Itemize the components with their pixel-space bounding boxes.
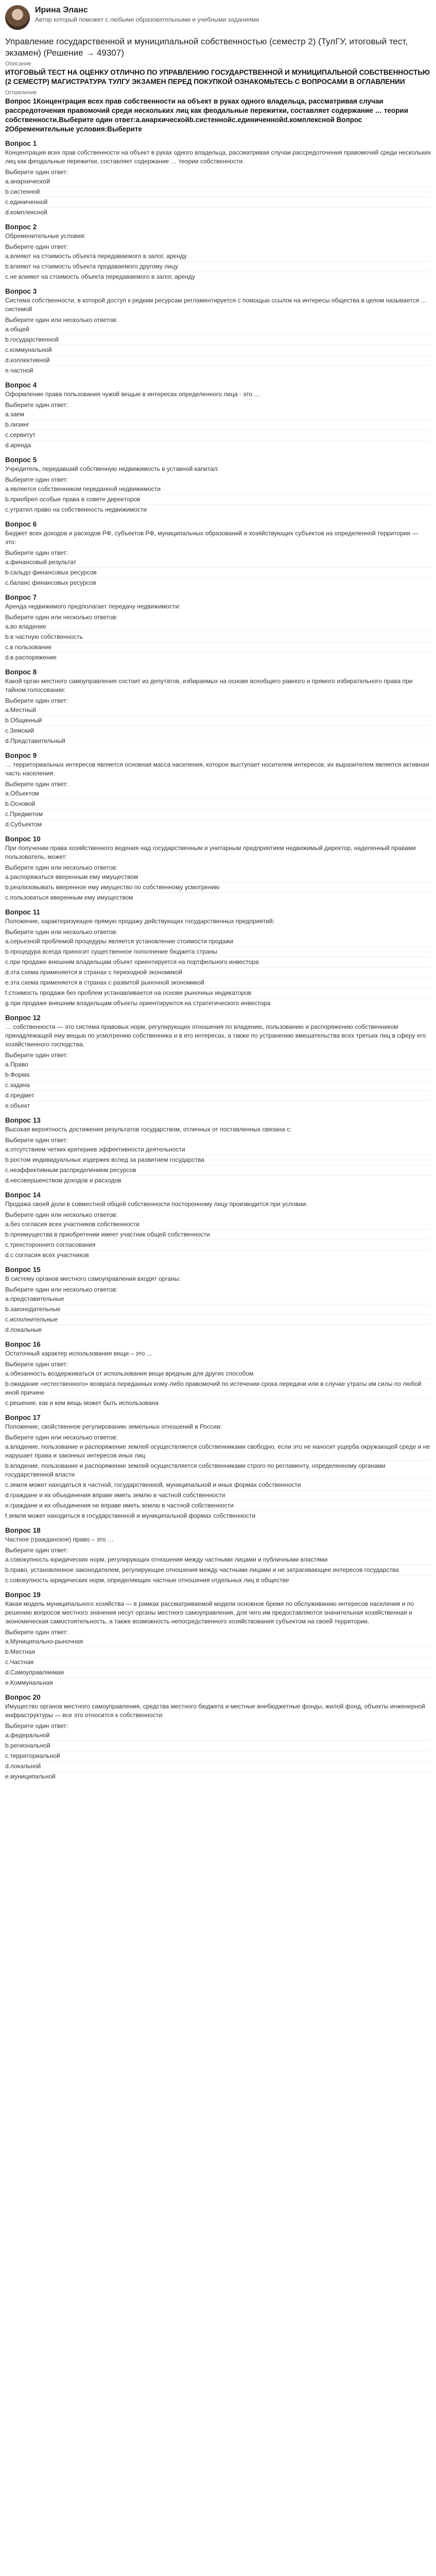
answer-option: c.Земский	[5, 726, 431, 736]
question-text: Положение, характеризующее прямую продажу действующих государственных предприятий:	[5, 918, 275, 925]
answer-option: c.совокупность юридических норм, определяющих частные отношения отдельных лиц в обществе	[5, 1577, 289, 1584]
question-title: Вопрос 18	[5, 1527, 41, 1534]
question-block	[5, 455, 431, 515]
answer-option: a.обязанность воздерживаться от использования вещи вредным для других способом	[5, 1369, 431, 1379]
question-text: Частное (гражданское) право – это …	[5, 1536, 114, 1543]
question-block	[5, 1265, 431, 1335]
document-title: Управление государственной и муниципальной собственностью (семестр 2) (ТулГУ, итоговый тест, экзамен) (Решение → 49307)	[5, 37, 408, 58]
question-title: Вопрос 9	[5, 752, 37, 759]
answer-option: b.процедура всегда приносит существенное пополнение бюджета страны	[5, 947, 431, 957]
answer-option: a.отсутствием четких критериев эффективности деятельности	[5, 1145, 431, 1155]
answer-option: c.утратил право на собственность недвижимости	[5, 506, 147, 513]
question-title: Вопрос 11	[5, 908, 40, 916]
question-text: Учредитель, передавший собственную недвижимость в уставной капитал:	[5, 465, 219, 472]
answer-option: b.преимущества в приобретении имеет участник общей собственности	[5, 1230, 431, 1240]
author-info	[35, 5, 259, 24]
answer-options	[5, 1219, 431, 1260]
question-block	[5, 223, 431, 282]
answer-option: b.ростом индивидуальных издержек вслед за развитием государства	[5, 1155, 431, 1165]
question-text: Бюджет всех доходов и расходов РФ, субъектов РФ, муниципальных образований и хозяйствующих субъектов на определенной территории — это:	[5, 530, 418, 546]
answer-option: c.Частная	[5, 1657, 431, 1668]
question-hint: Выберите один ответ:	[5, 549, 68, 556]
question-title: Вопрос 3	[5, 287, 37, 295]
answer-option: a.во владение	[5, 622, 431, 632]
question-text: Высокая вероятность достижения результатов государством, отличных от поставленных связана с:	[5, 1126, 292, 1133]
answer-options	[5, 872, 431, 903]
question-block	[5, 668, 431, 746]
answer-option: a.Местный	[5, 705, 431, 716]
answer-option: d.несовершенством доходов и расходов	[5, 1177, 121, 1184]
answer-option: b.сальдо финансовых ресурсов	[5, 568, 431, 578]
answer-option: b.владение, пользование и распоряжение землей осуществляется собственниками строго по регламенту, определенному органами государственной власти	[5, 1461, 431, 1480]
answer-option: b.ожидание «естественного» возврата переданных кому-либо правомочий по истечении срока передачи или в случае утраты им силы по любой иной причине	[5, 1379, 431, 1398]
answer-option: b.региональной	[5, 1741, 431, 1751]
answer-option: g.при продаже внешним владельцам объекты ориентируются на стратегического инвестора	[5, 999, 271, 1007]
answer-option: a.серьезной проблемой процедуры является установление стоимости продажи	[5, 937, 431, 947]
answer-option: d.с согласия всех участников	[5, 1251, 89, 1259]
question-title: Вопрос 19	[5, 1591, 41, 1599]
question-text: Продажа своей доли в совместной общей собственности посторонному лицу производится при условии:	[5, 1200, 308, 1208]
answer-option: a.представительные	[5, 1294, 431, 1304]
answer-option: d.Субъектом	[5, 821, 42, 828]
answer-option: b.Форма	[5, 1070, 431, 1080]
answer-option: a.совокупность юридических норм, регулирующих отношения между частными лицами и публичными властями	[5, 1555, 431, 1565]
answer-option: d.в распоряжение	[5, 654, 57, 661]
question-block	[5, 287, 431, 376]
answer-options	[5, 789, 431, 829]
question-text: … собственности — это система правовых норм, регулирующих отношения по владению, пользованию и распоряжению собственником принадлежащей ему вещью по усмотрению собственника и в его интересах, а также по устранению вмешательства всех третьих лиц в сферу его хозяйственного господства.	[5, 1023, 426, 1048]
answer-option: e.Коммунальная	[5, 1679, 53, 1686]
question-block	[5, 1590, 431, 1688]
answer-option: c.решение, как и кем вещь может быть использована	[5, 1399, 159, 1406]
question-hint: Выберите один ответ:	[5, 401, 68, 409]
question-hint: Выберите один или несколько ответов:	[5, 864, 118, 871]
answer-option: c.неэффективным распределением ресурсов	[5, 1165, 431, 1176]
answer-options	[5, 1369, 431, 1408]
answer-option: d.локальной	[5, 1761, 431, 1772]
question-block	[5, 1116, 431, 1185]
answer-option: c.единиченной	[5, 197, 431, 208]
question-title: Вопрос 16	[5, 1341, 41, 1348]
answer-options	[5, 557, 431, 588]
answer-option: d.комплексной	[5, 209, 47, 216]
question-hint: Выберите один ответ:	[5, 1361, 68, 1368]
question-title: Вопрос 15	[5, 1266, 41, 1274]
question-text: Оформление права пользования чужой вещью в интересах определенного лица - это …	[5, 391, 260, 398]
question-text: Положение, свойственное регулированию земельных отношений в России:	[5, 1423, 222, 1430]
question-block	[5, 1191, 431, 1260]
question-hint: Выберите один или несколько ответов:	[5, 1211, 118, 1218]
answer-option: d.аренда	[5, 442, 31, 449]
question-text: Концентрация всех прав собственности на объект в руках одного владельца, рассматривая случаи рассредоточения правомочий среди нескольких лиц как феодальные пережитки, составляет содержание … теории собственности.	[5, 149, 431, 165]
answer-option: d.локальные	[5, 1326, 42, 1333]
question-block	[5, 1526, 431, 1585]
answer-option: b.систенной	[5, 187, 431, 197]
question-hint: Выберите один ответ:	[5, 697, 68, 704]
answer-option: c.территориальной	[5, 1751, 431, 1761]
answer-option: b.государственной	[5, 335, 431, 345]
answer-option: e.частной	[5, 367, 33, 374]
question-title: Вопрос 1	[5, 140, 37, 147]
answer-options	[5, 484, 431, 515]
question-hint: Выберите один или несколько ответов:	[5, 1434, 118, 1441]
question-title: Вопрос 2	[5, 223, 37, 231]
answer-options	[5, 1442, 431, 1521]
answer-option: c.Предметом	[5, 809, 431, 820]
answer-options	[5, 251, 431, 282]
question-hint: Выберите один или несколько ответов:	[5, 928, 118, 936]
answer-option: d.граждане и их объединения вправе иметь землю в частной собственности	[5, 1490, 431, 1501]
answer-option: b.право, установленное законодателем, регулирующее отношения между частными лицами и не затрагивающее интересов государства	[5, 1565, 431, 1575]
answer-option: c.пользоваться вверенным ему имуществом	[5, 894, 133, 901]
answer-options	[5, 177, 431, 217]
answer-option: c.трехстороннего согласования	[5, 1240, 431, 1250]
author-block	[5, 0, 431, 36]
answer-option: a.заем	[5, 410, 431, 420]
question-text: Система собственности, в которой доступ к редким ресурсам регламентируется с помощью ссылок на интересы общества в целом называется … системой	[5, 297, 427, 313]
answer-option: a.федеральной	[5, 1731, 431, 1741]
question-block	[5, 1013, 431, 1111]
answer-options	[5, 1294, 431, 1335]
answer-option: d.Самоуправляемая	[5, 1668, 431, 1678]
question-text: Какая модель муниципального хозяйства — в рамках рассматриваемой модели основное бремя по обслуживанию интересов населения и по решению вопросов местного значения несут органы местного самоуправления, для чего им предоставляются значительная хозяйственная и экономическая самостоятельность, а также возможность непосредственного хозяйствования субъектом на своей территории.	[5, 1600, 414, 1625]
question-text: Обременительные условия:	[5, 232, 86, 240]
question-title: Вопрос 4	[5, 381, 37, 389]
answer-option: b.Основой	[5, 799, 431, 809]
question-block	[5, 1693, 431, 1782]
question-hint: Выберите один ответ:	[5, 1722, 68, 1730]
answer-options	[5, 1555, 431, 1585]
answer-option: c.коммунальной	[5, 345, 431, 355]
answer-options	[5, 410, 431, 450]
answer-option: b.влияют на стоимость объекта продаваемого другому лицу	[5, 262, 431, 272]
answer-option: c.баланс финансовых ресурсов	[5, 579, 96, 586]
author-avatar[interactable]	[5, 5, 30, 30]
question-title: Вопрос 10	[5, 835, 41, 843]
answer-option: d.Представительный	[5, 737, 65, 744]
question-hint: Выберите один или несколько ответов:	[5, 614, 118, 621]
answer-option: c.сервитут	[5, 430, 431, 440]
question-text: … территориальных интересов является основная масса населения, которое выступает носителем интересов, их выразителем является активная часть населения:	[5, 761, 429, 777]
answer-option: b.приобрел особые права в совете директоров	[5, 495, 431, 505]
answer-option: e.муниципальной	[5, 1773, 56, 1780]
answer-option: a.общей	[5, 325, 431, 335]
question-title: Вопрос 7	[5, 594, 37, 601]
answer-option: a.финансовый результат	[5, 557, 431, 568]
question-title: Вопрос 14	[5, 1191, 41, 1199]
description-label: Описание	[5, 61, 31, 67]
question-title: Вопрос 12	[5, 1014, 41, 1022]
answer-option: a.владение, пользование и распоряжение землей осуществляется собственниками свободно, если это не наносит ущерба окружающей среде и не нарушает права и законных интересов иных лиц	[5, 1442, 431, 1461]
question-block	[5, 908, 431, 1008]
question-hint: Выберите один или несколько ответов:	[5, 1286, 118, 1293]
answer-option: b.лизинг	[5, 420, 431, 430]
question-hint: Выберите один ответ:	[5, 476, 68, 483]
answer-option: a.Объектом	[5, 789, 431, 799]
questions-list	[5, 139, 431, 1782]
answer-option: f.стоимость продажи без проблем устанавливается на основе рыночных индикаторов	[5, 988, 431, 998]
question-text: Имущество органов местного самоуправления, средства местного бюджета и местные внебюджетные фонды, жилой фонд, объекты инженерной инфраструктуры — все это относится к собственности:	[5, 1703, 425, 1719]
answer-option: f.земля может находиться в государственной и муниципальной формах собственности	[5, 1512, 256, 1519]
answer-option: a.распоряжаться вверенным ему имуществом	[5, 872, 431, 883]
question-block	[5, 835, 431, 903]
answer-option: c.задача	[5, 1080, 431, 1091]
answer-option: b.реализовывать вверенное ему имущество по собственному усмотрению	[5, 883, 431, 893]
answer-option: e.граждане и их объединения не вправе иметь землю в частной собственности	[5, 1501, 431, 1511]
answer-option: c.исполнительные	[5, 1315, 431, 1325]
question-title: Вопрос 5	[5, 456, 37, 464]
answer-option: e.эта схема применяется в странах с развитой рыночной экономикой	[5, 978, 431, 988]
answer-option: b.Местная	[5, 1647, 431, 1657]
question-title: Вопрос 13	[5, 1116, 41, 1124]
answer-option: a.является собственником переданной недвижимости	[5, 484, 431, 495]
answer-options	[5, 1145, 431, 1185]
question-block	[5, 1413, 431, 1521]
answer-options	[5, 1637, 431, 1688]
question-title: Вопрос 6	[5, 520, 37, 528]
question-text: Остаточный характер использования вещи – это …	[5, 1350, 153, 1357]
author-name[interactable]: Ирина Эланс	[35, 6, 88, 14]
answer-options	[5, 1731, 431, 1782]
answer-options	[5, 937, 431, 1008]
answer-option: c.в пользование	[5, 642, 431, 653]
question-title: Вопрос 20	[5, 1693, 41, 1701]
question-block	[5, 593, 431, 663]
answer-options	[5, 705, 431, 746]
answer-options	[5, 622, 431, 663]
answer-option: d.коллективной	[5, 355, 431, 366]
question-hint: Выберите один или несколько ответов:	[5, 316, 118, 324]
answer-options	[5, 325, 431, 376]
question-text: Аренда недвижимого предполагает передачу недвижимости:	[5, 603, 181, 610]
answer-option: d.предмет	[5, 1091, 431, 1101]
question-hint: Выберите один ответ:	[5, 1052, 68, 1059]
question-hint: Выберите один ответ:	[5, 1629, 68, 1636]
question-text: В систему органов местного самоуправления входят органы:	[5, 1275, 181, 1282]
answer-option: b.Общинный	[5, 716, 431, 726]
question-title: Вопрос 17	[5, 1414, 41, 1421]
question-block	[5, 381, 431, 450]
question-block	[5, 751, 431, 829]
question-hint: Выберите один ответ:	[5, 781, 68, 788]
question-hint: Выберите один ответ:	[5, 168, 68, 176]
answer-option: e.объект	[5, 1102, 30, 1109]
answer-option: a.анархической	[5, 177, 431, 187]
answer-options	[5, 1060, 431, 1111]
question-text: Какой орган местного самоуправления состоит из депутатов, избираемых на основе всеобщего равного и прямого избирательного права при тайном голосовании:	[5, 677, 413, 693]
answer-option: c.земля может находиться в частной, государственной, муниципальной и иных формах собственности	[5, 1480, 431, 1490]
document-heading: ИТОГОВЫЙ ТЕСТ НА ОЦЕНКУ ОТЛИЧНО ПО УПРАВЛЕНИЮ ГОСУДАРСТВЕННОЙ И МУНИЦИПАЛЬНОЙ СОБСТВЕННОСТЬЮ (2 СЕМЕСТР) МАГИСТРАТУРА ТУЛГУ ЭКЗАМЕН ПЕРЕД ПОКУПКОЙ ОЗНАКОМЬТЕСЬ С ВОПРОСАМИ В ОГЛАВЛЕНИИ	[5, 69, 430, 86]
author-description: Автор который поможет с любыми образовательными и учебными заданиями	[35, 16, 259, 23]
question-title: Вопрос 8	[5, 668, 37, 676]
answer-option: a.влияют на стоимость объекта передаваемого в залог, аренду	[5, 251, 431, 262]
question-text: При получении права хозяйственного ведения над государственным и унитарным предприятием недвижимый директор, наделенный правами пользователь, может:	[5, 844, 416, 860]
answer-option: a.Муниципально-рыночная	[5, 1637, 431, 1647]
question-block	[5, 520, 431, 588]
answer-option: d.эта схема применяется в странах с переходной экономикой	[5, 968, 431, 978]
answer-option: a.Право	[5, 1060, 431, 1070]
toc-label: Оглавление	[5, 90, 37, 96]
document-summary: Вопрос 1Концентрация всех прав собственности на объект в руках одного владельца, рассматривая случаи рассредоточения правомочий среди нескольких лиц как феодальные пережитки, составляет содержание … теории собственности.Выберите один ответ:a.анархическойb.систеннойc.единиченнойd.комплексной Вопрос 2Обременительные условия:Выберите	[5, 97, 409, 133]
question-hint: Выберите один ответ:	[5, 243, 68, 250]
question-hint: Выберите один ответ:	[5, 1137, 68, 1144]
answer-option: c.при продаже внешним владельцам объект ориентируется на портфельного инвестора	[5, 957, 431, 968]
question-hint: Выберите один ответ:	[5, 1547, 68, 1554]
question-block	[5, 139, 431, 217]
answer-option: a.без согласия всех участников собственности	[5, 1219, 431, 1230]
answer-option: b.в частную собственность	[5, 632, 431, 642]
question-block	[5, 1340, 431, 1408]
answer-option: b.законодательные	[5, 1304, 431, 1315]
answer-option: c.не влияют на стоимость объекта передаваемого в залог, аренду	[5, 273, 195, 280]
